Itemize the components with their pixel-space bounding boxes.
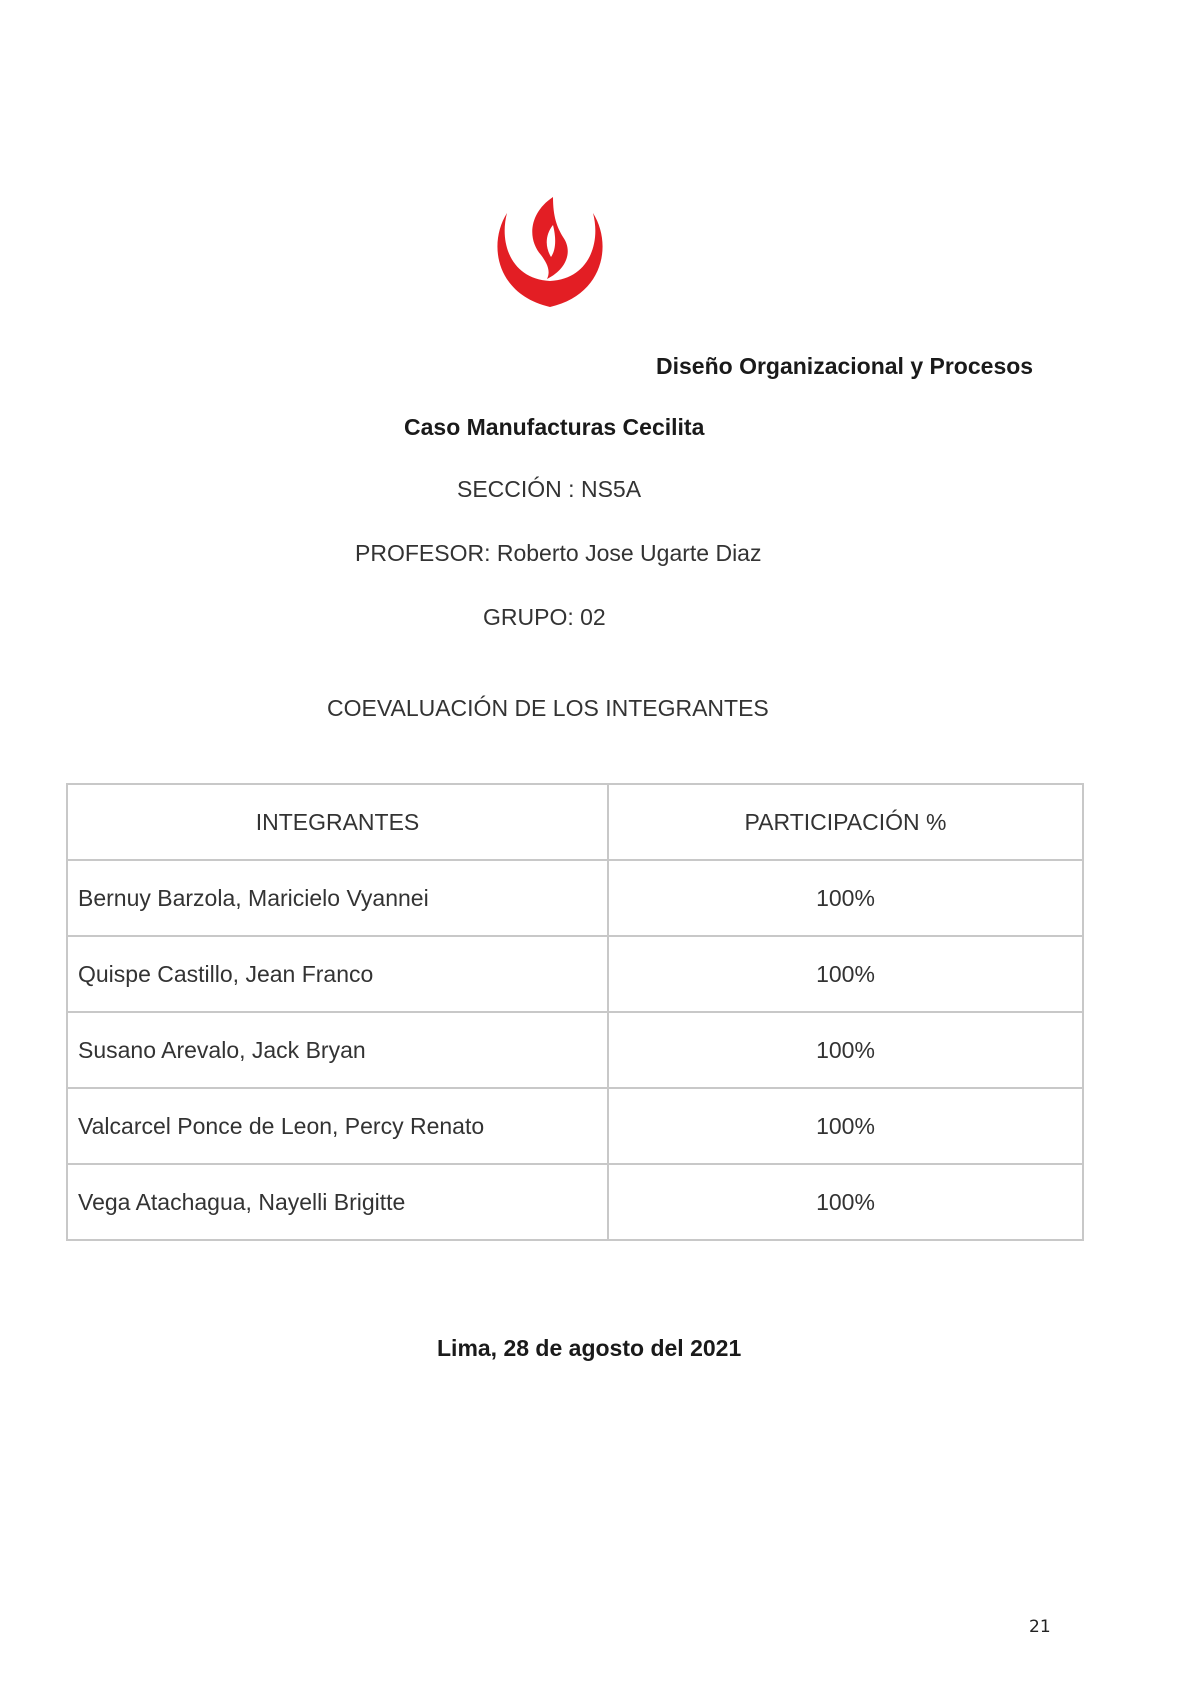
section-line: SECCIÓN : NS5A [457,476,642,502]
member-name: Vega Atachagua, Nayelli Brigitte [67,1164,608,1240]
case-title: Caso Manufacturas Cecilita [404,414,705,440]
header-members: INTEGRANTES [67,784,608,860]
university-logo-icon [493,195,607,311]
member-participation: 100% [608,1012,1083,1088]
member-participation: 100% [608,1164,1083,1240]
table-row [67,1088,1083,1164]
evaluation-heading: COEVALUACIÓN DE LOS INTEGRANTES [327,695,769,721]
course-title: Diseño Organizacional y Procesos [656,353,1034,379]
member-participation: 100% [608,936,1083,1012]
professor-line: PROFESOR: Roberto Jose Ugarte Diaz [355,540,762,566]
table-row [67,860,1083,936]
member-name: Bernuy Barzola, Maricielo Vyannei [67,860,608,936]
table-row [67,936,1083,1012]
member-name: Susano Arevalo, Jack Bryan [67,1012,608,1088]
member-name: Valcarcel Ponce de Leon, Percy Renato [67,1088,608,1164]
table-row [67,1012,1083,1088]
member-name: Quispe Castillo, Jean Franco [67,936,608,1012]
members-evaluation-table [66,783,1084,1241]
table-row [67,1164,1083,1240]
table-header-row [67,784,1083,860]
member-participation: 100% [608,1088,1083,1164]
page-number: 21 [1029,1617,1051,1637]
group-line: GRUPO: 02 [483,604,606,630]
date-line: Lima, 28 de agosto del 2021 [437,1335,742,1361]
header-participation: PARTICIPACIÓN % [608,784,1083,860]
member-participation: 100% [608,860,1083,936]
